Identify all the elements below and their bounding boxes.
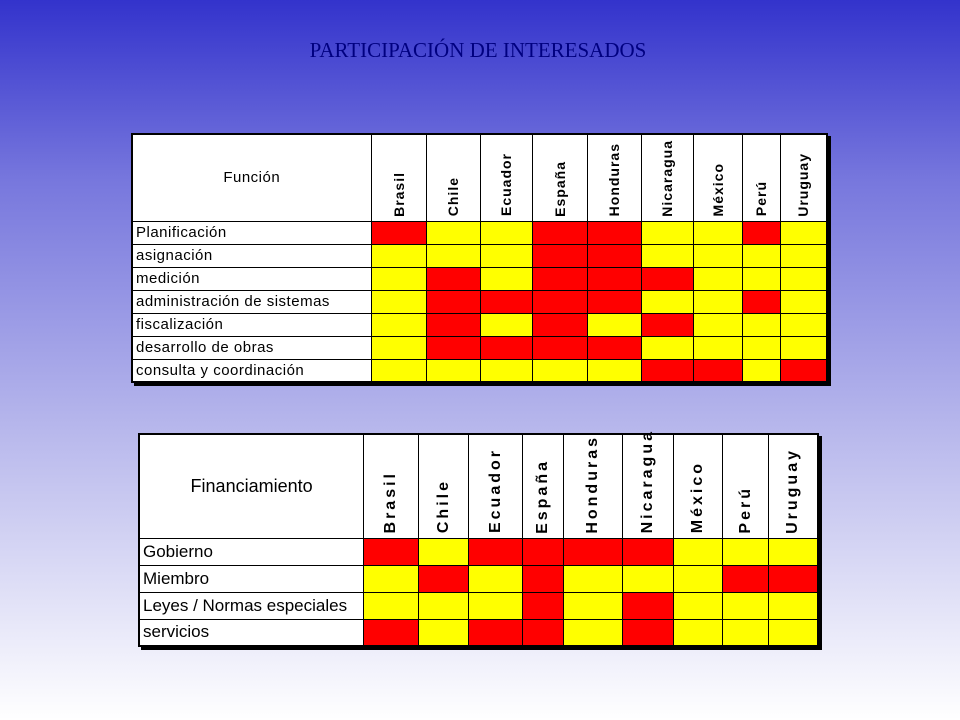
row-label: servicios — [139, 619, 364, 646]
country-label: México — [689, 461, 707, 534]
table-row — [139, 565, 818, 592]
cell-chile-red — [426, 336, 480, 359]
table-row — [132, 221, 827, 244]
row-label: Leyes / Normas especiales — [139, 592, 364, 619]
row-label: administración de sistemas — [132, 290, 371, 313]
cell-nicaragua-yellow — [641, 221, 693, 244]
cell-nicaragua-red — [622, 619, 673, 646]
cell-chile-yellow — [419, 592, 469, 619]
cell-espana-red — [532, 336, 587, 359]
row-label: Miembro — [139, 565, 364, 592]
cell-uruguay-yellow — [769, 592, 818, 619]
column-header-mexico — [674, 434, 723, 538]
cell-ecuador-yellow — [480, 359, 532, 382]
country-label: España — [533, 458, 551, 534]
column-header-espana — [532, 134, 587, 221]
cell-chile-red — [426, 313, 480, 336]
column-header-brasil — [364, 434, 419, 538]
function-table-body — [132, 221, 827, 382]
cell-espana-red — [532, 221, 587, 244]
cell-mexico-yellow — [674, 538, 723, 565]
row-label: medición — [132, 267, 371, 290]
row-label: desarrollo de obras — [132, 336, 371, 359]
cell-honduras-red — [587, 267, 641, 290]
cell-honduras-yellow — [563, 592, 622, 619]
cell-brasil-yellow — [364, 565, 419, 592]
cell-ecuador-red — [469, 538, 522, 565]
column-header-espana — [522, 434, 563, 538]
cell-chile-yellow — [419, 619, 469, 646]
cell-ecuador-yellow — [469, 592, 522, 619]
cell-uruguay-red — [769, 565, 818, 592]
country-label: Perú — [736, 485, 754, 534]
cell-honduras-red — [587, 221, 641, 244]
table-row — [132, 336, 827, 359]
cell-brasil-red — [364, 619, 419, 646]
country-label: Chile — [445, 177, 461, 217]
cell-ecuador-yellow — [480, 267, 532, 290]
country-label: Perú — [753, 181, 769, 217]
cell-brasil-red — [364, 538, 419, 565]
cell-nicaragua-red — [622, 538, 673, 565]
column-header-nicaragua — [622, 429, 673, 538]
country-label: Chile — [434, 479, 452, 534]
cell-peru-red — [742, 221, 780, 244]
country-label: España — [551, 160, 568, 217]
column-header-ecuador — [469, 434, 522, 538]
cell-mexico-yellow — [693, 221, 742, 244]
country-label: Brasil — [382, 471, 400, 534]
cell-uruguay-yellow — [780, 336, 827, 359]
cell-brasil-yellow — [371, 336, 426, 359]
financing-table-body — [139, 538, 818, 646]
cell-nicaragua-yellow — [641, 290, 693, 313]
column-header-peru — [723, 434, 769, 538]
cell-honduras-red — [587, 290, 641, 313]
cell-ecuador-red — [480, 290, 532, 313]
table-row — [139, 538, 818, 565]
country-label: Uruguay — [795, 152, 812, 217]
cell-peru-yellow — [742, 267, 780, 290]
cell-peru-red — [742, 290, 780, 313]
cell-uruguay-yellow — [780, 313, 827, 336]
function-table — [131, 133, 828, 383]
cell-peru-yellow — [742, 336, 780, 359]
table-row — [132, 313, 827, 336]
cell-peru-red — [723, 565, 769, 592]
cell-espana-red — [532, 313, 587, 336]
financing-table — [138, 429, 819, 647]
row-label: fiscalización — [132, 313, 371, 336]
column-header-nicaragua — [641, 134, 693, 221]
cell-nicaragua-red — [641, 313, 693, 336]
table-row — [132, 244, 827, 267]
column-header-chile — [419, 434, 469, 538]
cell-chile-yellow — [426, 244, 480, 267]
column-header-peru — [742, 134, 780, 221]
row-label: Planificación — [132, 221, 371, 244]
cell-mexico-yellow — [674, 565, 723, 592]
table-row — [139, 619, 818, 646]
cell-chile-red — [419, 565, 469, 592]
cell-chile-red — [426, 290, 480, 313]
cell-espana-yellow — [532, 359, 587, 382]
cell-chile-red — [426, 267, 480, 290]
cell-brasil-red — [371, 221, 426, 244]
cell-mexico-red — [693, 359, 742, 382]
cell-chile-yellow — [426, 359, 480, 382]
cell-uruguay-yellow — [769, 619, 818, 646]
cell-espana-red — [532, 267, 587, 290]
cell-espana-red — [522, 592, 563, 619]
row-label: asignación — [132, 244, 371, 267]
column-header-honduras — [563, 434, 622, 538]
cell-peru-yellow — [742, 244, 780, 267]
cell-nicaragua-red — [641, 267, 693, 290]
cell-nicaragua-red — [641, 359, 693, 382]
country-label: Brasil — [390, 171, 407, 217]
country-label: Nicaragua — [638, 429, 656, 534]
column-header-brasil — [371, 134, 426, 221]
row-label: Gobierno — [139, 538, 364, 565]
cell-nicaragua-yellow — [622, 565, 673, 592]
cell-peru-yellow — [723, 619, 769, 646]
cell-ecuador-red — [469, 619, 522, 646]
country-label: Honduras — [606, 143, 622, 217]
table-row — [132, 267, 827, 290]
cell-chile-yellow — [426, 221, 480, 244]
cell-uruguay-red — [780, 359, 827, 382]
cell-espana-red — [522, 538, 563, 565]
financing-table-header-row — [139, 434, 818, 538]
cell-mexico-yellow — [674, 592, 723, 619]
country-label: Nicaragua — [659, 139, 675, 217]
cell-uruguay-yellow — [780, 290, 827, 313]
cell-uruguay-yellow — [780, 267, 827, 290]
cell-honduras-yellow — [563, 619, 622, 646]
country-label: Uruguay — [784, 447, 802, 534]
cell-nicaragua-yellow — [641, 244, 693, 267]
country-label: México — [709, 163, 726, 217]
cell-brasil-yellow — [371, 267, 426, 290]
table-row — [132, 290, 827, 313]
cell-honduras-yellow — [563, 565, 622, 592]
column-header-uruguay — [780, 134, 827, 221]
cell-peru-yellow — [742, 313, 780, 336]
slide-title: PARTICIPACIÓN DE INTERESADOS — [309, 38, 647, 62]
country-label: Honduras — [583, 434, 601, 534]
column-header-ecuador — [480, 134, 532, 221]
table-row — [139, 592, 818, 619]
cell-espana-red — [522, 565, 563, 592]
cell-mexico-yellow — [693, 290, 742, 313]
cell-nicaragua-yellow — [641, 336, 693, 359]
cell-espana-red — [532, 290, 587, 313]
cell-honduras-red — [587, 244, 641, 267]
row-label: consulta y coordinación — [132, 359, 371, 382]
cell-uruguay-yellow — [769, 538, 818, 565]
table-row — [132, 359, 827, 382]
cell-ecuador-yellow — [480, 221, 532, 244]
cell-honduras-yellow — [587, 359, 641, 382]
country-label: Ecuador — [486, 448, 504, 534]
cell-brasil-yellow — [371, 359, 426, 382]
cell-peru-yellow — [723, 592, 769, 619]
cell-peru-yellow — [742, 359, 780, 382]
cell-espana-red — [532, 244, 587, 267]
cell-honduras-yellow — [587, 313, 641, 336]
country-label: Ecuador — [498, 153, 514, 217]
column-header-honduras — [587, 134, 641, 221]
cell-honduras-red — [587, 336, 641, 359]
cell-brasil-yellow — [364, 592, 419, 619]
cell-brasil-yellow — [371, 244, 426, 267]
cell-chile-yellow — [419, 538, 469, 565]
cell-brasil-yellow — [371, 290, 426, 313]
cell-peru-yellow — [723, 538, 769, 565]
cell-mexico-yellow — [693, 244, 742, 267]
cell-ecuador-yellow — [480, 313, 532, 336]
cell-mexico-yellow — [693, 267, 742, 290]
cell-mexico-yellow — [693, 313, 742, 336]
function-table-header-row — [132, 134, 827, 221]
cell-honduras-red — [563, 538, 622, 565]
cell-ecuador-yellow — [480, 244, 532, 267]
column-header-uruguay — [769, 434, 818, 538]
cell-ecuador-red — [480, 336, 532, 359]
cell-brasil-yellow — [371, 313, 426, 336]
function-header: Función — [132, 134, 371, 221]
financing-header: Financiamiento — [139, 434, 364, 538]
cell-uruguay-yellow — [780, 221, 827, 244]
cell-nicaragua-red — [622, 592, 673, 619]
cell-mexico-yellow — [674, 619, 723, 646]
cell-mexico-yellow — [693, 336, 742, 359]
cell-espana-red — [522, 619, 563, 646]
cell-uruguay-yellow — [780, 244, 827, 267]
column-header-chile — [426, 134, 480, 221]
cell-ecuador-yellow — [469, 565, 522, 592]
column-header-mexico — [693, 134, 742, 221]
